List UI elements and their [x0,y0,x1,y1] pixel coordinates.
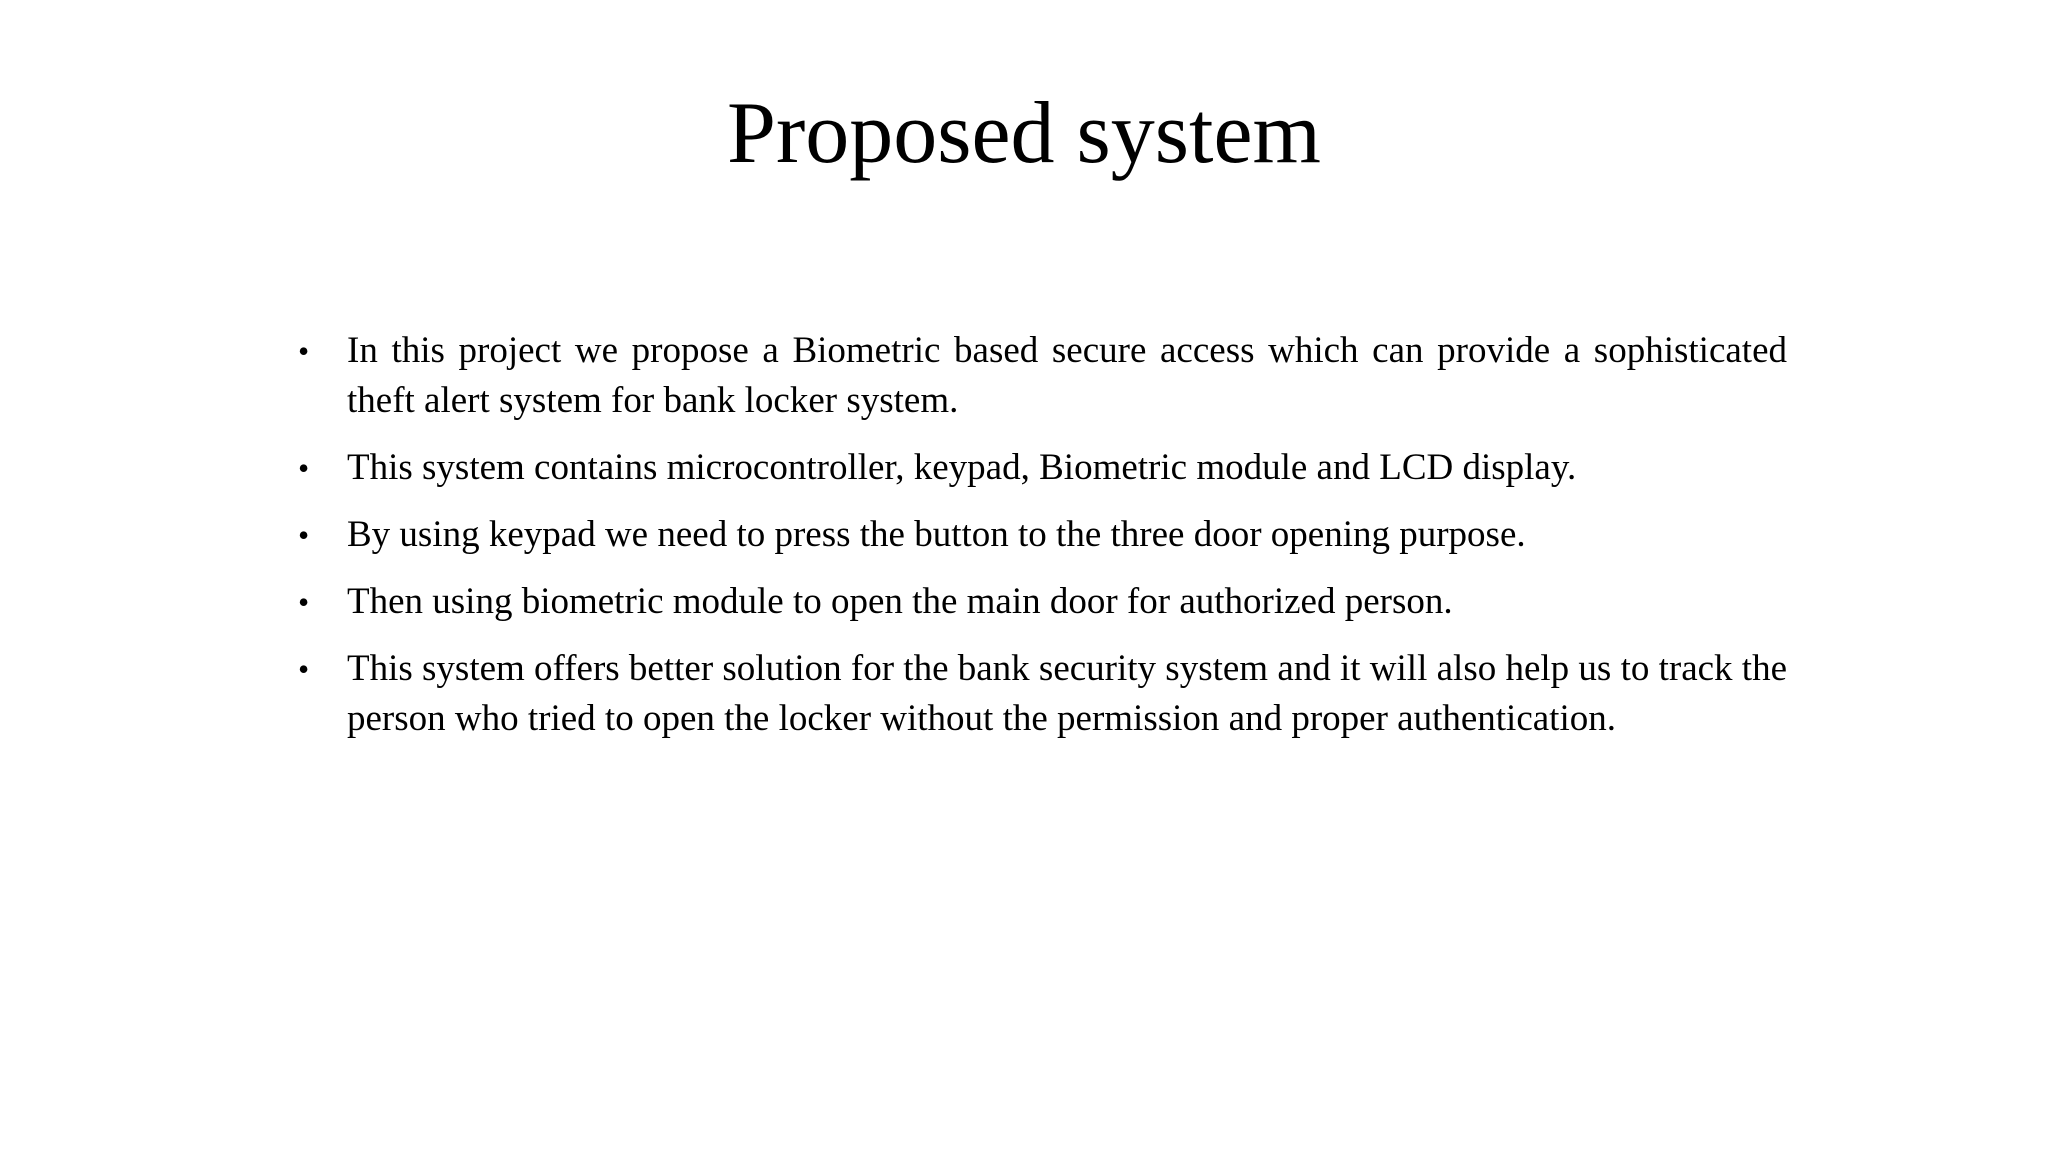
bullet-text: In this project we propose a Biometric based secure access which can provide a sophisticated theft alert system for bank locker system. [347,330,1787,421]
bullet-text: By using keypad we need to press the button to the three door opening purpose. [347,514,1526,555]
bullet-list [298,326,1787,744]
bullet-item [298,644,1787,744]
bullet-item [298,577,1787,627]
bullet-text: This system contains microcontroller, keypad, Biometric module and LCD display. [347,447,1577,488]
slide-title: Proposed system [727,85,1321,182]
bullet-icon: • [298,333,310,369]
bullet-icon: • [298,651,310,687]
bullet-item [298,510,1787,560]
bullet-item [298,443,1787,493]
bullet-icon: • [298,584,310,620]
bullet-icon: • [298,517,310,553]
bullet-text: Then using biometric module to open the main door for authorized person. [347,581,1453,622]
bullet-text: This system offers better solution for the bank security system and it will also help us to track the person who tried to open the locker without the permission and proper authentication. [347,648,1787,739]
bullet-icon: • [298,450,310,486]
bullet-item [298,326,1787,426]
